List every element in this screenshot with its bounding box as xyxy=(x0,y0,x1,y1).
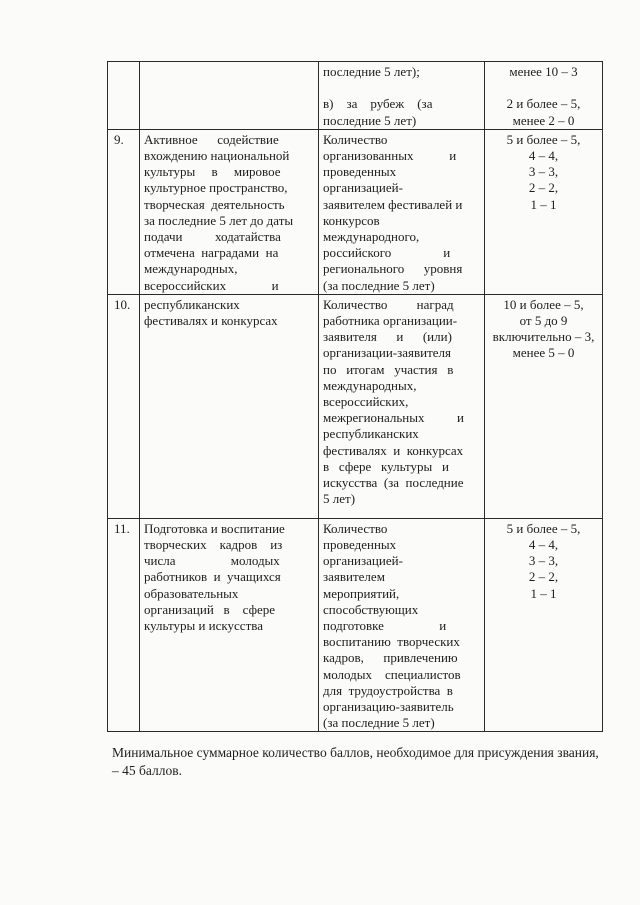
row-number xyxy=(108,62,140,130)
cell-line: проведенных xyxy=(323,537,397,553)
cell-line: всероссийских, xyxy=(323,394,409,410)
cell-line: межрегиональных и xyxy=(323,410,464,426)
cell-line: международных, xyxy=(323,377,417,393)
cell-line: работников и учащихся xyxy=(144,569,281,585)
cell-line: культурное пространство, xyxy=(144,180,288,196)
cell-line: Количество xyxy=(323,520,388,536)
criterion-cell xyxy=(140,518,319,732)
cell-line: заявителем фестивалей и xyxy=(323,196,463,212)
criterion-cell xyxy=(140,62,319,130)
row-number: 10. xyxy=(108,294,140,518)
points-cell xyxy=(485,294,603,518)
criterion-cell xyxy=(140,294,319,518)
cell-line: менее 5 – 0 xyxy=(512,345,575,361)
points-cell xyxy=(485,62,603,130)
cell-line: 2 и более – 5, xyxy=(506,96,581,112)
cell-line: вхождению национальной xyxy=(144,148,290,164)
cell-line: 10 и более – 5, xyxy=(503,296,584,312)
indicator-cell xyxy=(319,129,485,294)
cell-line: отмечена наградами на xyxy=(144,245,279,261)
cell-line: подготовке и xyxy=(323,618,447,634)
cell-line: 5 лет) xyxy=(323,491,356,507)
cell-line: российского и xyxy=(323,245,451,261)
cell-line: (за последние 5 лет) xyxy=(323,277,435,293)
cell-line: заявителя и (или) xyxy=(323,329,452,345)
cell-line: 4 – 4, xyxy=(528,148,559,164)
cell-line: 3 – 3, xyxy=(528,164,559,180)
cell-line: подачи ходатайства xyxy=(144,229,281,245)
cell-line: республиканских xyxy=(323,426,419,442)
cell-line: 5 и более – 5, xyxy=(506,520,581,536)
row-number: 9. xyxy=(108,129,140,294)
criteria-table xyxy=(107,61,603,732)
table-row xyxy=(108,294,603,518)
cell-line: фестивалях и конкурсах xyxy=(323,442,464,458)
cell-line: Подготовка и воспитание xyxy=(144,520,285,536)
cell-line: последние 5 лет); xyxy=(323,64,420,79)
cell-line: способствующих xyxy=(323,601,419,617)
cell-line: молодых специалистов xyxy=(323,666,461,682)
points-cell xyxy=(485,518,603,732)
cell-line: организацией- xyxy=(323,180,403,196)
cell-line: образовательных xyxy=(144,585,239,601)
cell-line: творческих кадров из xyxy=(144,537,283,553)
indicator-cell xyxy=(319,62,485,130)
cell-line: 1 – 1 xyxy=(530,196,557,212)
cell-line: заявителем xyxy=(323,569,385,585)
cell-line: (за последние 5 лет) xyxy=(323,715,435,731)
cell-line: организации-заявителя xyxy=(323,345,452,361)
minimum-score-note: Минимальное суммарное количество баллов, необходимое для присуждения звания, – 45 баллов. xyxy=(112,745,599,778)
table-row xyxy=(108,62,603,130)
cell-line: фестивалях и конкурсах xyxy=(144,313,278,329)
row-number: 11. xyxy=(108,518,140,732)
cell-line: организацией- xyxy=(323,553,403,569)
points-cell xyxy=(485,129,603,294)
table-row xyxy=(108,518,603,732)
cell-line: международных, xyxy=(144,261,238,277)
cell-line: от 5 до 9 xyxy=(519,313,568,329)
cell-line: регионального уровня xyxy=(323,261,463,277)
cell-line: всероссийских и xyxy=(144,277,279,293)
indicator-cell xyxy=(319,294,485,518)
cell-line: за последние 5 лет до даты xyxy=(144,212,294,228)
cell-line: числа молодых xyxy=(144,553,280,569)
cell-line: 1 – 1 xyxy=(530,585,557,601)
cell-line: искусства (за последние xyxy=(323,475,464,491)
cell-line: культуры в мировое xyxy=(144,164,281,180)
indicator-cell xyxy=(319,518,485,732)
cell-line: по итогам участия в xyxy=(323,361,454,377)
cell-line: 4 – 4, xyxy=(528,537,559,553)
cell-line: кадров, привлечению xyxy=(323,650,458,666)
cell-line: международного, xyxy=(323,229,420,245)
cell-line: проведенных xyxy=(323,164,397,180)
cell-line xyxy=(323,80,480,96)
cell-line: Активное содействие xyxy=(144,131,279,147)
cell-line: организацию-заявитель xyxy=(323,699,454,715)
cell-line: 3 – 3, xyxy=(528,553,559,569)
cell-line: 2 – 2, xyxy=(528,180,559,196)
cell-line: для трудоустройства в xyxy=(323,682,453,698)
cell-line: конкурсов xyxy=(323,212,380,228)
cell-line: работника организации- xyxy=(323,313,458,329)
cell-line: творческая деятельность xyxy=(144,196,285,212)
cell-line: культуры и искусства xyxy=(144,618,263,634)
cell-line: в сфере культуры и xyxy=(323,458,449,474)
cell-line: менее 2 – 0 xyxy=(512,112,575,128)
criterion-cell xyxy=(140,129,319,294)
cell-line: 2 – 2, xyxy=(528,569,559,585)
cell-line: последние 5 лет) xyxy=(323,112,417,128)
table-row xyxy=(108,129,603,294)
cell-line: республиканских xyxy=(144,296,240,312)
cell-line xyxy=(489,80,598,96)
cell-line: 5 и более – 5, xyxy=(506,131,581,147)
cell-line: воспитанию творческих xyxy=(323,634,460,650)
cell-line: мероприятий, xyxy=(323,585,400,601)
cell-line: Количество xyxy=(323,131,388,147)
cell-line: организаций в сфере xyxy=(144,601,276,617)
criteria-table-body xyxy=(108,62,603,732)
cell-line: Количество наград xyxy=(323,296,454,312)
cell-line: включительно – 3, xyxy=(492,329,595,345)
cell-line: в) за рубеж (за xyxy=(323,96,433,112)
cell-line: организованных и xyxy=(323,148,457,164)
cell-line: менее 10 – 3 xyxy=(509,64,578,79)
